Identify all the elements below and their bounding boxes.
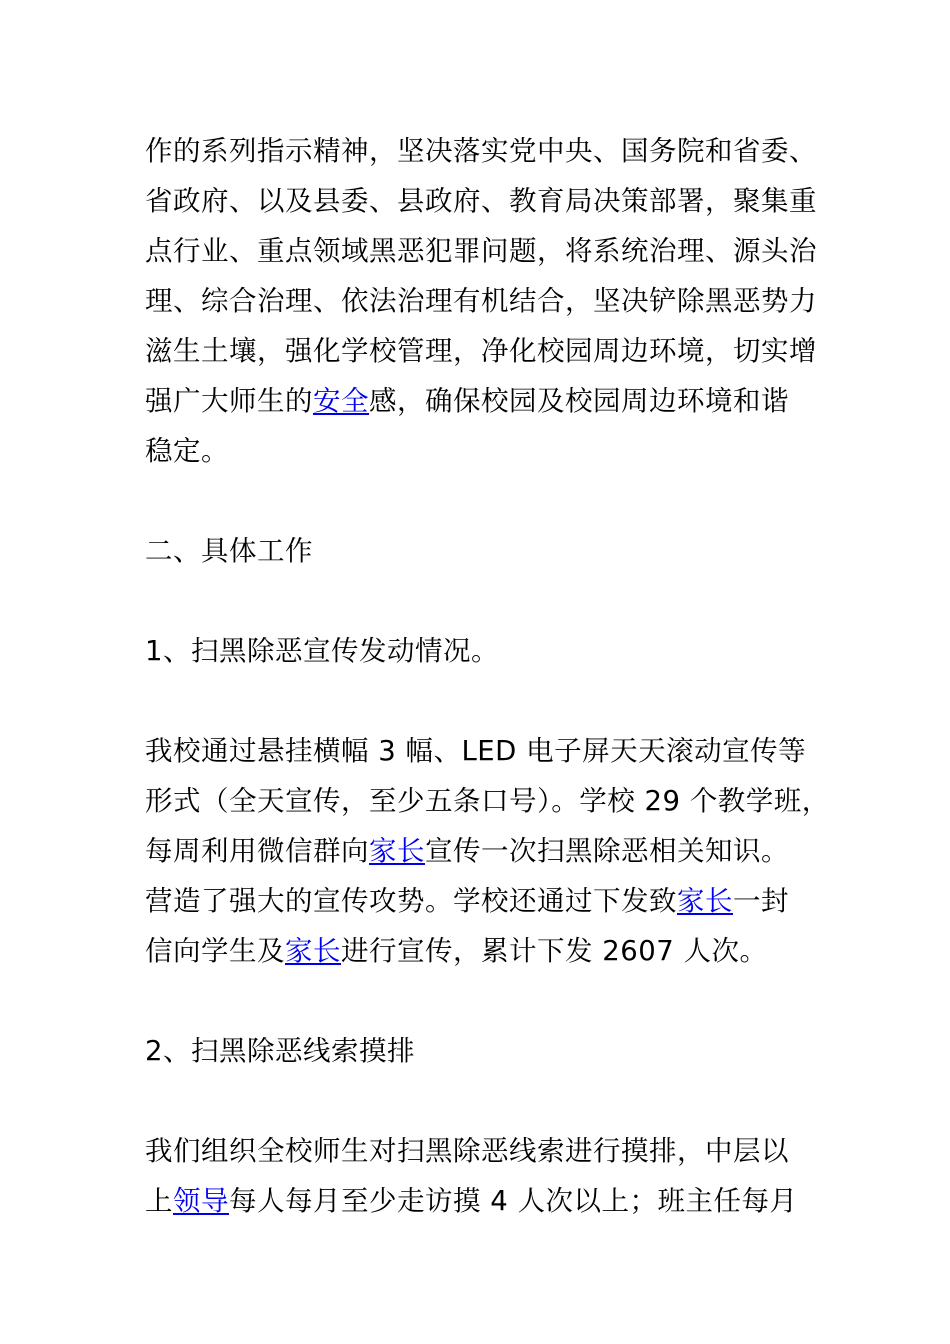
parents-link[interactable]: 家长 [677, 885, 733, 917]
text-line: 点行业、重点领域黑恶犯罪问题，将系统治理、源头治 [145, 235, 817, 267]
item1-heading: 1、扫黑除恶宣传发动情况。 [145, 635, 499, 667]
intro-paragraph [145, 126, 817, 476]
text-line: 强广大师生的安全感，确保校园及校园周边环境和谐 [145, 385, 789, 417]
item1-paragraph [145, 726, 830, 976]
parents-link[interactable]: 家长 [369, 835, 425, 867]
text-line: 稳定。 [145, 435, 229, 467]
text-line: 营造了强大的宣传攻势。学校还通过下发致家长一封 [145, 885, 789, 917]
item2-heading: 2、扫黑除恶线索摸排 [145, 1035, 415, 1067]
text-line: 我校通过悬挂横幅 3 幅、LED 电子屏天天滚动宣传等 [145, 735, 807, 767]
item2-paragraph [145, 1126, 810, 1226]
leaders-link[interactable]: 领导 [173, 1185, 229, 1217]
text-line: 理、综合治理、依法治理有机结合，坚决铲除黑恶势力 [145, 285, 817, 317]
safety-link[interactable]: 安全 [313, 385, 369, 417]
text-line: 上领导每人每月至少走访摸 4 人次以上；班主任每月 [145, 1185, 798, 1217]
text-line: 形式（全天宣传，至少五条口号）。学校 29 个教学班， [145, 785, 830, 817]
parents-link[interactable]: 家长 [285, 935, 341, 967]
text-line: 我们组织全校师生对扫黑除恶线索进行摸排，中层以 [145, 1135, 789, 1167]
text-line: 滋生土壤，强化学校管理，净化校园周边环境，切实增 [145, 335, 817, 367]
text-line: 作的系列指示精神，坚决落实党中央、国务院和省委、 [145, 135, 817, 167]
text-line: 每周利用微信群向家长宣传一次扫黑除恶相关知识。 [145, 835, 789, 867]
section-heading: 二、具体工作 [145, 535, 313, 567]
text-line: 信向学生及家长进行宣传，累计下发 2607 人次。 [145, 935, 768, 967]
text-line: 省政府、以及县委、县政府、教育局决策部署，聚集重 [145, 185, 817, 217]
